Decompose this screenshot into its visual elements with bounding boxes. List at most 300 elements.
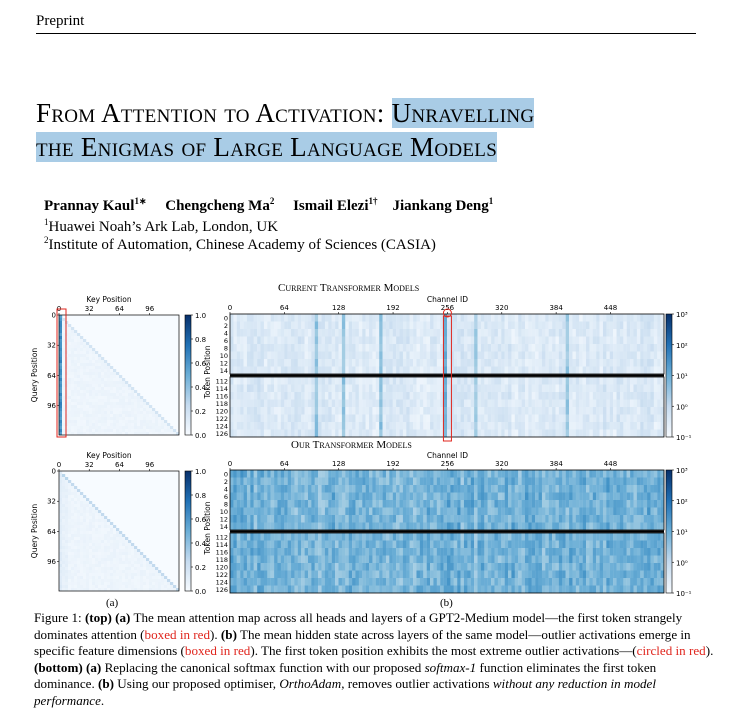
heatmap-cell (427, 400, 431, 408)
heatmap-cell (311, 470, 315, 478)
heatmap-cell (101, 528, 104, 531)
heatmap-cell (362, 367, 366, 375)
heatmap-cell (128, 582, 131, 585)
heatmap-cell (508, 508, 512, 516)
heatmap-cell (345, 478, 349, 486)
heatmap-cell (630, 407, 634, 415)
heatmap-cell (288, 485, 292, 493)
heatmap-cell (416, 407, 420, 415)
heatmap-cell (92, 543, 95, 546)
heatmap-cell (430, 352, 434, 360)
heatmap-cell (131, 396, 134, 399)
heatmap-cell (498, 377, 502, 385)
heatmap-cell (301, 422, 305, 430)
heatmap-cell (522, 430, 526, 438)
heatmap-cell (437, 415, 441, 423)
heatmap-cell (68, 513, 71, 516)
heatmap-cell (481, 359, 485, 367)
heatmap-cell (62, 558, 65, 561)
heatmap-cell (647, 478, 651, 486)
heatmap-cell (650, 533, 654, 541)
heatmap-cell (161, 420, 164, 423)
heatmap-cell (92, 390, 95, 393)
heatmap-cell (152, 564, 155, 567)
heatmap-cell (288, 500, 292, 508)
heatmap-cell (101, 558, 104, 561)
heatmap-cell (406, 523, 410, 531)
heatmap-cell (86, 549, 89, 552)
heatmap-cell (474, 367, 478, 375)
heatmap-cell (107, 381, 110, 384)
heatmap-cell (518, 392, 522, 400)
heatmap-cell (481, 385, 485, 393)
heatmap-cell (372, 377, 376, 385)
heatmap-cell (474, 508, 478, 516)
heatmap-cell (603, 322, 607, 330)
heatmap-cell (396, 367, 400, 375)
heatmap-cell (603, 415, 607, 423)
heatmap-cell (501, 359, 505, 367)
heatmap-cell (125, 393, 128, 396)
heatmap-cell (505, 322, 509, 330)
heatmap-cell (620, 478, 624, 486)
heatmap-cell (301, 385, 305, 393)
heatmap-cell (400, 533, 404, 541)
heatmap-cell (562, 508, 566, 516)
heatmap-cell (430, 422, 434, 430)
heatmap-cell (494, 329, 498, 337)
heatmap-cell (654, 470, 658, 478)
heatmap-cell (86, 576, 89, 579)
heatmap-cell (376, 478, 380, 486)
heatmap-cell (654, 352, 658, 360)
heatmap-cell (478, 359, 482, 367)
heatmap-cell (623, 367, 627, 375)
heatmap-cell (68, 420, 71, 423)
heatmap-cell (457, 485, 461, 493)
heatmap-cell (107, 564, 110, 567)
heatmap-cell (556, 430, 560, 438)
heatmap-cell (464, 508, 468, 516)
heatmap-cell (95, 555, 98, 558)
heatmap-cell (518, 407, 522, 415)
heatmap-cell (74, 519, 77, 522)
heatmap-cell (332, 407, 336, 415)
heatmap-cell (528, 523, 532, 531)
heatmap-cell (68, 423, 71, 426)
heatmap-cell (322, 400, 326, 408)
y-tick-label: 114 (215, 384, 228, 393)
heatmap-cell (532, 352, 536, 360)
heatmap-cell (284, 478, 288, 486)
heatmap-cell (478, 337, 482, 345)
heatmap-cell (413, 337, 417, 345)
heatmap-cell (74, 573, 77, 576)
heatmap-cell (593, 430, 597, 438)
heatmap-cell (116, 573, 119, 576)
heatmap-cell (491, 385, 495, 393)
heatmap-cell (556, 508, 560, 516)
heatmap-cell (454, 352, 458, 360)
heatmap-cell (83, 531, 86, 534)
heatmap-cell (637, 407, 641, 415)
heatmap-cell (92, 363, 95, 366)
heatmap-cell (549, 400, 553, 408)
heatmap-cell (74, 357, 77, 360)
heatmap-cell (250, 385, 254, 393)
heatmap-cell (478, 533, 482, 541)
heatmap-cell (155, 417, 158, 420)
heatmap-cell (167, 579, 170, 582)
heatmap-cell (444, 407, 448, 415)
heatmap-cell (315, 359, 319, 367)
heatmap-cell (515, 352, 519, 360)
heatmap-cell (267, 541, 271, 549)
heatmap-cell (572, 470, 576, 478)
heatmap-cell (630, 515, 634, 523)
heatmap-cell (369, 344, 373, 352)
heatmap-cell (113, 387, 116, 390)
heatmap-cell (488, 470, 492, 478)
heatmap-cell (281, 367, 285, 375)
heatmap-cell (413, 344, 417, 352)
heatmap-cell (633, 329, 637, 337)
heatmap-cell (450, 392, 454, 400)
heatmap-cell (261, 337, 265, 345)
heatmap-cell (59, 585, 62, 588)
heatmap-cell (508, 430, 512, 438)
heatmap-cell (110, 375, 113, 378)
heatmap-cell (137, 552, 140, 555)
heatmap-cell (74, 558, 77, 561)
heatmap-cell (119, 381, 122, 384)
heatmap-cell (325, 485, 329, 493)
heatmap-cell (59, 483, 62, 486)
heatmap-cell (339, 377, 343, 385)
heatmap-cell (294, 400, 298, 408)
heatmap-cell (86, 573, 89, 576)
heatmap-cell (86, 531, 89, 534)
colorbar-tick-label: 10² (676, 341, 688, 350)
heatmap-cell (104, 384, 107, 387)
heatmap-cell (92, 429, 95, 432)
heatmap-cell (372, 352, 376, 360)
heatmap-cell (74, 423, 77, 426)
heatmap-cell (74, 396, 77, 399)
heatmap-cell (617, 493, 621, 501)
heatmap-cell (644, 523, 648, 531)
heatmap-cell (291, 541, 295, 549)
heatmap-cell (454, 500, 458, 508)
heatmap-cell (95, 357, 98, 360)
heatmap-cell (89, 534, 92, 537)
heatmap-cell (62, 546, 65, 549)
heatmap-cell (498, 430, 502, 438)
heatmap-cell (386, 485, 390, 493)
heatmap-cell (410, 533, 414, 541)
heatmap-cell (498, 385, 502, 393)
heatmap-cell (393, 352, 397, 360)
heatmap-cell (478, 352, 482, 360)
heatmap-cell (566, 359, 570, 367)
heatmap-cell (528, 533, 532, 541)
heatmap-cell (237, 500, 241, 508)
heatmap-cell (62, 534, 65, 537)
heatmap-cell (240, 367, 244, 375)
heatmap-cell (328, 430, 332, 438)
heatmap-cell (318, 344, 322, 352)
heatmap-cell (146, 414, 149, 417)
heatmap-cell (277, 500, 281, 508)
heatmap-cell (542, 329, 546, 337)
heatmap-cell (345, 322, 349, 330)
heatmap-cell (606, 322, 610, 330)
heatmap-cell (617, 508, 621, 516)
heatmap-cell (92, 369, 95, 372)
heatmap-cell (379, 470, 383, 478)
heatmap-cell (498, 485, 502, 493)
heatmap-cell (74, 525, 77, 528)
heatmap-cell (131, 393, 134, 396)
heatmap-cell (89, 549, 92, 552)
heatmap-cell (372, 533, 376, 541)
heatmap-cell (515, 367, 519, 375)
heatmap-cell (122, 561, 125, 564)
heatmap-cell (113, 393, 116, 396)
heatmap-cell (484, 367, 488, 375)
y-tick-label: 64 (47, 527, 56, 536)
heatmap-cell (119, 537, 122, 540)
heatmap-cell (98, 567, 101, 570)
heatmap-cell (131, 549, 134, 552)
heatmap-cell (450, 329, 454, 337)
heatmap-cell (488, 367, 492, 375)
heatmap-cell (62, 486, 65, 489)
heatmap-cell (647, 367, 651, 375)
heatmap-cell (92, 585, 95, 588)
heatmap-cell (86, 525, 89, 528)
heatmap-cell (261, 422, 265, 430)
heatmap-cell (62, 423, 65, 426)
heatmap-cell (230, 500, 234, 508)
heatmap-cell (488, 485, 492, 493)
heatmap-cell (342, 523, 346, 531)
heatmap-cell (250, 407, 254, 415)
heatmap-cell (342, 485, 346, 493)
heatmap-cell (104, 525, 107, 528)
heatmap-cell (508, 533, 512, 541)
heatmap-cell (349, 493, 353, 501)
heatmap-cell (471, 515, 475, 523)
heatmap-cell (474, 485, 478, 493)
heatmap-cell (644, 422, 648, 430)
heatmap-cell (650, 314, 654, 322)
heatmap-cell (339, 415, 343, 423)
heatmap-cell (623, 314, 627, 322)
heatmap-cell (396, 352, 400, 360)
heatmap-cell (633, 470, 637, 478)
heatmap-cell (65, 354, 68, 357)
heatmap-cell (335, 485, 339, 493)
heatmap-cell (101, 546, 104, 549)
heatmap-cell (650, 377, 654, 385)
heatmap-cell (637, 508, 641, 516)
heatmap-cell (471, 385, 475, 393)
heatmap-cell (522, 337, 526, 345)
heatmap-cell (593, 515, 597, 523)
heatmap-cell (128, 387, 131, 390)
heatmap-cell (400, 478, 404, 486)
heatmap-cell (427, 415, 431, 423)
heatmap-cell (389, 322, 393, 330)
heatmap-cell (464, 407, 468, 415)
heatmap-cell (474, 322, 478, 330)
heatmap-cell (257, 470, 261, 478)
heatmap-cell (301, 392, 305, 400)
heatmap-cell (98, 522, 101, 525)
heatmap-cell (325, 367, 329, 375)
heatmap-cell (369, 329, 373, 337)
heatmap-cell (406, 407, 410, 415)
heatmap-cell (444, 422, 448, 430)
heatmap-cell (328, 485, 332, 493)
heatmap-cell (637, 430, 641, 438)
heatmap-cell (339, 329, 343, 337)
heatmap-cell (464, 415, 468, 423)
heatmap-cell (447, 485, 451, 493)
heatmap-cell (332, 508, 336, 516)
heatmap-cell (89, 504, 92, 507)
heatmap-cell (423, 392, 427, 400)
heatmap-cell (376, 359, 380, 367)
heatmap-cell (71, 333, 74, 336)
heatmap-cell (461, 377, 465, 385)
heatmap-cell (59, 552, 62, 555)
heatmap-cell (240, 322, 244, 330)
heatmap-cell (77, 567, 80, 570)
heatmap-cell (274, 415, 278, 423)
heatmap-cell (579, 400, 583, 408)
heatmap-cell (437, 533, 441, 541)
heatmap-cell (311, 515, 315, 523)
heatmap-cell (116, 402, 119, 405)
heatmap-cell (589, 422, 593, 430)
heatmap-cell (322, 359, 326, 367)
heatmap-cell (277, 329, 281, 337)
heatmap-cell (318, 415, 322, 423)
heatmap-cell (525, 322, 529, 330)
heatmap-cell (650, 400, 654, 408)
heatmap-cell (125, 381, 128, 384)
heatmap-cell (376, 337, 380, 345)
heatmap-cell (552, 485, 556, 493)
heatmap-cell (423, 337, 427, 345)
heatmap-cell (403, 314, 407, 322)
heatmap-cell (125, 399, 128, 402)
heatmap-cell (552, 422, 556, 430)
heatmap-cell (437, 344, 441, 352)
heatmap-cell (386, 377, 390, 385)
heatmap-cell (92, 519, 95, 522)
heatmap-cell (62, 579, 65, 582)
heatmap-cell (311, 485, 315, 493)
heatmap-cell (250, 478, 254, 486)
heatmap-cell (116, 411, 119, 414)
heatmap-cell (620, 352, 624, 360)
heatmap-cell (80, 576, 83, 579)
heatmap-cell (308, 344, 312, 352)
heatmap-cell (237, 508, 241, 516)
heatmap-cell (562, 400, 566, 408)
heatmap-cell (267, 515, 271, 523)
heatmap-cell (107, 573, 110, 576)
heatmap-cell (328, 337, 332, 345)
heatmap-cell (131, 582, 134, 585)
heatmap-cell (122, 585, 125, 588)
heatmap-cell (264, 485, 268, 493)
heatmap-cell (484, 515, 488, 523)
heatmap-cell (68, 393, 71, 396)
heatmap-cell (355, 377, 359, 385)
heatmap-cell (556, 485, 560, 493)
heatmap-cell (274, 470, 278, 478)
heatmap-cell (586, 407, 590, 415)
heatmap-cell (119, 429, 122, 432)
heatmap-cell (518, 400, 522, 408)
heatmap-cell (77, 558, 80, 561)
title-part-2-line-1: Unravelling (391, 98, 535, 128)
heatmap-cell (420, 359, 424, 367)
heatmap-cell (137, 396, 140, 399)
heatmap-cell (230, 344, 234, 352)
heatmap-cell (576, 377, 580, 385)
heatmap-cell (552, 430, 556, 438)
heatmap-cell (65, 576, 68, 579)
heatmap-cell (596, 352, 600, 360)
heatmap-cell (549, 392, 553, 400)
heatmap-cell (352, 322, 356, 330)
heatmap-cell (603, 400, 607, 408)
heatmap-cell (484, 344, 488, 352)
heatmap-cell (155, 414, 158, 417)
heatmap-cell (74, 420, 77, 423)
heatmap-cell (113, 369, 116, 372)
heatmap-cell (511, 415, 515, 423)
heatmap-cell (376, 470, 380, 478)
heatmap-cell (77, 570, 80, 573)
heatmap-cell (62, 513, 65, 516)
heatmap-cell (349, 322, 353, 330)
heatmap-cell (457, 493, 461, 501)
heatmap-cell (623, 385, 627, 393)
heatmap-cell (542, 515, 546, 523)
heatmap-cell (522, 533, 526, 541)
heatmap-cell (630, 485, 634, 493)
heatmap-cell (494, 415, 498, 423)
heatmap-cell (518, 359, 522, 367)
heatmap-cell (119, 414, 122, 417)
heatmap-cell (471, 359, 475, 367)
heatmap-cell (339, 470, 343, 478)
heatmap-cell (657, 515, 661, 523)
heatmap-cell (237, 392, 241, 400)
heatmap-cell (308, 359, 312, 367)
heatmap-cell (65, 402, 68, 405)
heatmap-cell (146, 408, 149, 411)
heatmap-cell (386, 493, 390, 501)
heatmap-cell (559, 314, 563, 322)
heatmap-cell (335, 470, 339, 478)
